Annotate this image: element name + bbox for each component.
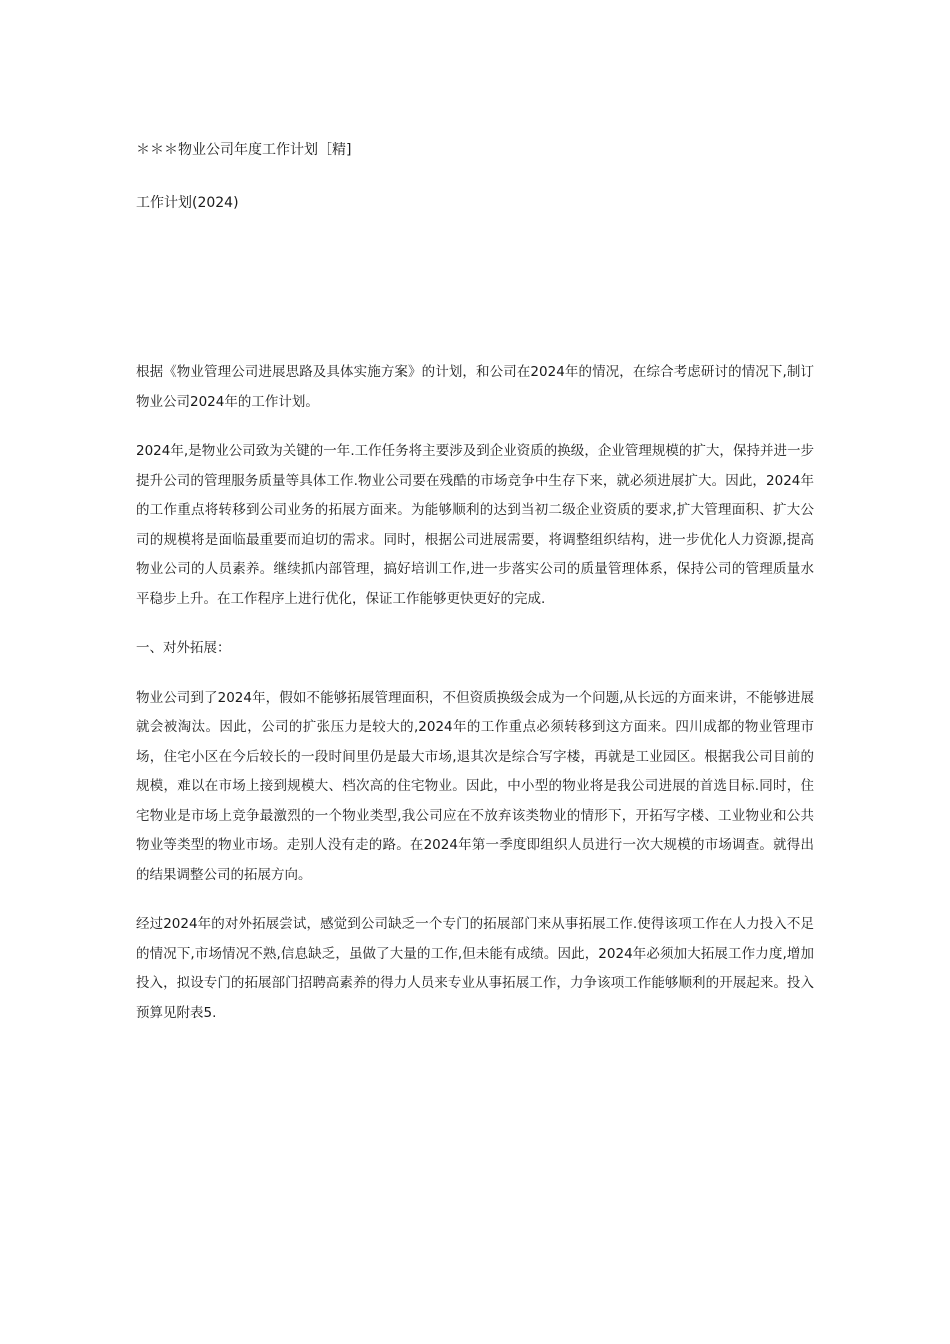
section-heading-expansion: 一、对外拓展：	[136, 640, 231, 656]
document-subtitle: 工作计划(2024)	[136, 195, 239, 211]
document-body	[136, 358, 814, 1028]
paragraph-overview: 2024年,是物业公司致为关键的一年.工作任务将主要涉及到企业资质的换级，企业管理规模的扩大，保持并进一步提升公司的管理服务质量等具体工作.物业公司要在残酷的市场竞争中生存下来，就必须进展扩大。因此，2024年的工作重点将转移到公司业务的拓展方面来。为能够顺利的达到当初二级企业资质的要求,扩大管理面积、扩大公司的规模将是面临最重要而迫切的需求。同时，根据公司进展需要，将调整组织结构，进一步优化人力资源,提高物业公司的人员素养。继续抓内部管理，搞好培训工作,进一步落实公司的质量管理体系，保持公司的管理质量水平稳步上升。在工作程序上进行优化，保证工作能够更快更好的完成.	[136, 443, 814, 607]
document-title: ＊＊＊物业公司年度工作计划［精]	[136, 142, 352, 158]
paragraph-expansion-department: 经过2024年的对外拓展尝试，感觉到公司缺乏一个专门的拓展部门来从事拓展工作.使得该项工作在人力投入不足的情况下,市场情况不熟,信息缺乏，虽做了大量的工作,但未能有成绩。因此，2024年必须加大拓展工作力度,增加投入，拟设专门的拓展部门招聘高素养的得力人员来专业从事拓展工作，力争该项工作能够顺利的开展起来。投入预算见附表5.	[136, 916, 814, 1021]
paragraph-expansion: 物业公司到了2024年，假如不能够拓展管理面积，不但资质换级会成为一个问题,从长远的方面来讲，不能够进展就会被淘汰。因此，公司的扩张压力是较大的,2024年的工作重点必须转移到这方面来。四川成都的物业管理市场，住宅小区在今后较长的一段时间里仍是最大市场,退其次是综合写字楼，再就是工业园区。根据我公司目前的规模，难以在市场上接到规模大、档次高的住宅物业。因此，中小型的物业将是我公司进展的首选目标.同时，住宅物业是市场上竞争最激烈的一个物业类型,我公司应在不放弃该类物业的情形下，开拓写字楼、工业物业和公共物业等类型的物业市场。走别人没有走的路。在2024年第一季度即组织人员进行一次大规模的市场调查。就得出的结果调整公司的拓展方向。	[136, 689, 814, 883]
paragraph-intro: 根据《物业管理公司进展思路及具体实施方案》的计划，和公司在2024年的情况，在综合考虑研讨的情况下,制订物业公司2024年的工作计划。	[136, 364, 814, 410]
